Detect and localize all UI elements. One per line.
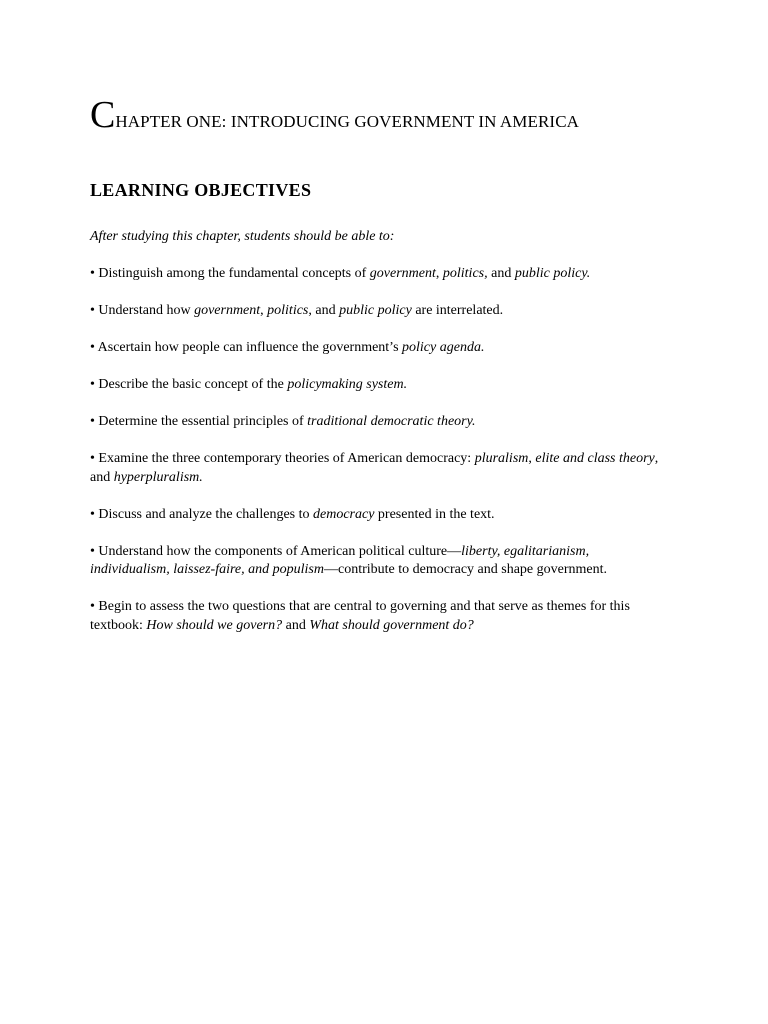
objective-italic-term: government: [369, 266, 436, 281]
objective-item: [90, 543, 660, 580]
objective-italic-term: government: [194, 303, 261, 318]
objective-italic-term: public policy: [339, 303, 412, 318]
chapter-title: [90, 96, 579, 134]
bullet: •: [90, 303, 95, 318]
objective-item: [90, 302, 660, 321]
objective-italic-term: politics,: [442, 266, 488, 281]
learning-objectives-list: [90, 265, 660, 654]
objective-italic-term: democracy: [313, 506, 375, 522]
objective-item: [90, 265, 660, 284]
bullet: •: [90, 506, 95, 522]
objective-text: are interrelated.: [411, 303, 504, 318]
objective-text: ,: [435, 266, 443, 281]
objective-text: Understand how: [94, 303, 195, 318]
objective-text: , and: [90, 451, 659, 485]
objective-text: , and: [308, 303, 340, 318]
bullet: •: [90, 543, 95, 559]
objective-text: ,: [260, 303, 268, 318]
objective-italic-term: traditional democratic theory.: [307, 414, 476, 429]
objective-text: presented in the text.: [374, 506, 495, 522]
objective-text: Discuss and analyze the challenges to: [94, 506, 313, 522]
section-heading: LEARNING OBJECTIVES: [90, 180, 312, 200]
objective-italic-term: hyperpluralism.: [113, 469, 203, 485]
objective-italic-term: politics: [267, 303, 309, 318]
objective-italic-term: elite and class theory: [535, 451, 655, 466]
bullet: •: [90, 599, 95, 614]
objective-italic-term: liberty, egalitarianism, individualism, laissez-faire, and populism: [90, 543, 590, 577]
objective-text: Distinguish among the fundamental concepts of: [94, 266, 370, 281]
bullet: •: [90, 414, 95, 429]
objective-item: [90, 598, 660, 635]
objective-text: and: [487, 266, 515, 281]
bullet: •: [90, 266, 95, 281]
objective-text: —contribute to democracy and shape government.: [323, 562, 607, 577]
objective-item: [90, 450, 660, 487]
objective-italic-term: What should government do?: [309, 617, 474, 633]
chapter-title-initial: C: [90, 94, 116, 136]
objective-italic-term: How should we govern?: [146, 617, 283, 633]
objective-text: Begin to assess the two questions that are central to governing and that serve as themes for this textbook:: [90, 599, 630, 633]
objective-text: Determine the essential principles of: [94, 414, 308, 429]
objective-italic-term: public policy.: [514, 266, 591, 281]
bullet: •: [90, 451, 95, 466]
objective-item: [90, 506, 660, 525]
objective-item: [90, 339, 660, 358]
objective-item: [90, 376, 660, 395]
objective-italic-term: policy agenda.: [402, 340, 485, 355]
objective-italic-term: pluralism: [474, 451, 529, 466]
objective-text: Examine the three contemporary theories of American democracy:: [94, 451, 475, 466]
objective-text: Ascertain how people can influence the government’s: [94, 340, 403, 355]
objective-item: [90, 413, 660, 432]
intro-text: After studying this chapter, students should be able to:: [90, 229, 395, 244]
objective-italic-term: policymaking system.: [287, 377, 408, 392]
bullet: •: [90, 377, 95, 392]
objective-text: ,: [528, 451, 536, 466]
objective-text: and: [282, 617, 310, 633]
objective-text: Describe the basic concept of the: [94, 377, 288, 392]
bullet: •: [90, 340, 95, 355]
chapter-title-text: HAPTER ONE: INTRODUCING GOVERNMENT IN AMERICA: [115, 112, 580, 131]
objective-text: Understand how the components of American political culture—: [94, 543, 462, 559]
